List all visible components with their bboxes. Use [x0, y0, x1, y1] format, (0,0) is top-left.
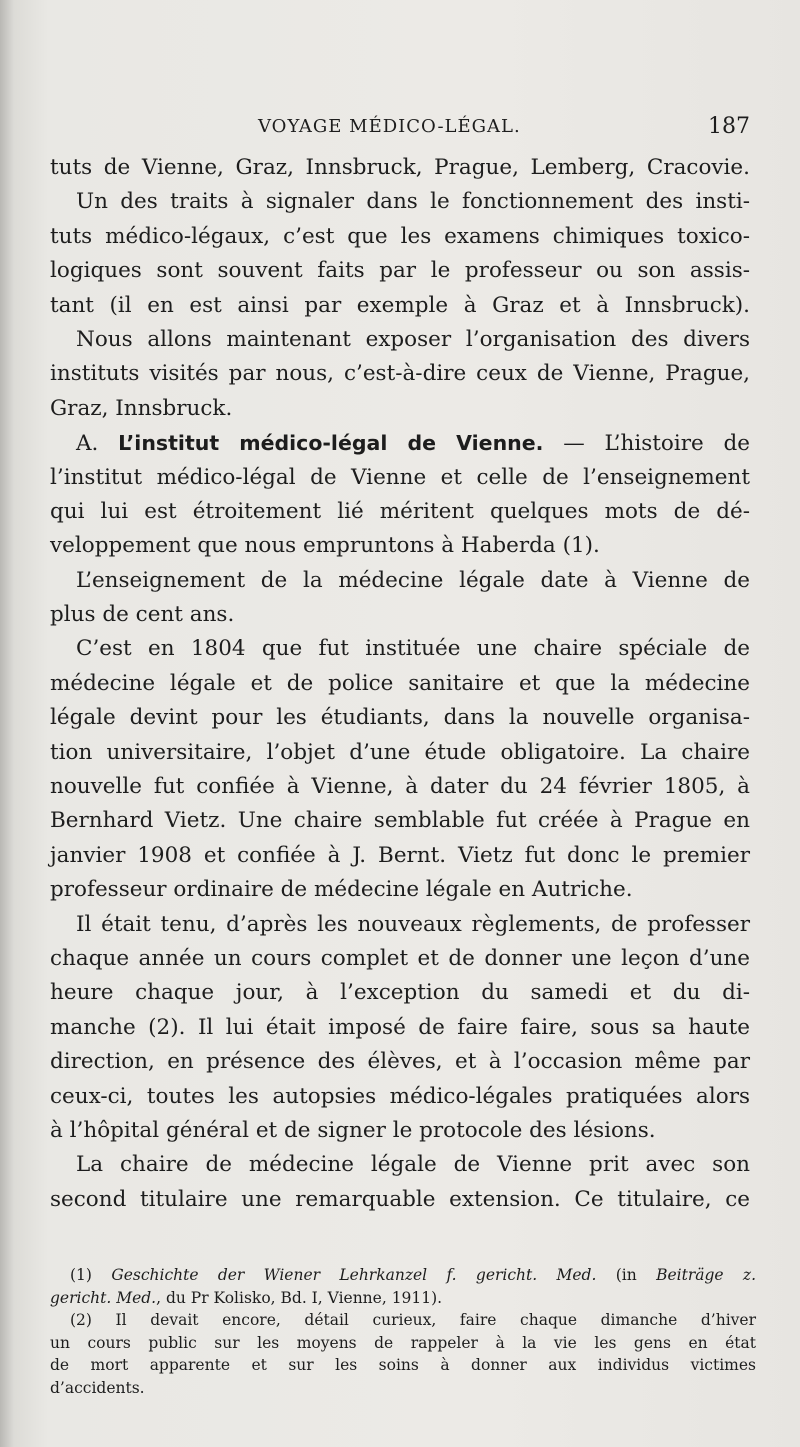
footnote-1-rest: , du Pr Kolisko, Bd. I, Vienne, 1911). [156, 1288, 443, 1307]
page-shadow-edge [0, 0, 14, 1447]
footnote-1-line [50, 1264, 756, 1287]
text-line: tuts de Vienne, Graz, Innsbruck, Prague, Lemberg, Cracovie. [50, 155, 750, 180]
text-line: manche (2). Il lui était imposé de faire faire, sous sa haute [50, 1014, 750, 1040]
section-heading-line [50, 426, 750, 460]
text-line: ceux-ci, toutes les autopsies médico-légales pratiquées alors [50, 1083, 750, 1109]
body-text [50, 151, 750, 1217]
text-line: instituts visités par nous, c’est-à-dire ceux de Vienne, Prague, [50, 361, 750, 387]
footnote-2-line: de mort apparente et sur les soins à donner aux individus victimes [50, 1356, 756, 1374]
text-line: tion universitaire, l’objet d’une étude obligatoire. La chaire [50, 739, 750, 765]
text-line: nouvelle fut confiée à Vienne, à dater du 24 février 1805, à [50, 774, 750, 800]
text-line: L’enseignement de la médecine légale date à Vienne de [76, 567, 750, 593]
running-title: VOYAGE MÉDICO-LÉGAL. [258, 116, 521, 137]
footnote-1-source-cont: gericht. Med. [50, 1288, 157, 1307]
footnote-1-in: (in [615, 1266, 637, 1284]
text-line: qui lui est étroitement lié méritent quelques mots de dé- [50, 498, 750, 524]
text-line: C’est en 1804 que fut instituée une chaire spéciale de [76, 636, 750, 662]
footnote-1-source: Beiträge z. [656, 1266, 757, 1284]
text-line: l’institut médico-légal de Vienne et celle de l’enseignement [50, 464, 750, 490]
text-line: Graz, Innsbruck. [50, 395, 233, 421]
footnote-2-line: (2) Il devait encore, détail curieux, faire chaque dimanche d’hiver [70, 1311, 756, 1329]
text-line: veloppement que nous empruntons à Haberda (1). [50, 533, 600, 559]
text-line: Il était tenu, d’après les nouveaux règlements, de professer [76, 911, 750, 937]
text-line: médecine légale et de police sanitaire et que la médecine [50, 670, 750, 696]
text-line: tant (il en est ainsi par exemple à Graz et à Innsbruck). [50, 292, 750, 318]
text-line: professeur ordinaire de médecine légale en Autriche. [50, 877, 633, 903]
text-line: logiques sont souvent faits par le professeur ou son assis- [50, 258, 750, 284]
text-line: plus de cent ans. [50, 602, 235, 628]
text-line: janvier 1908 et confiée à J. Bernt. Vietz fut donc le premier [50, 842, 750, 868]
text-line: tuts médico-légaux, c’est que les examens chimiques toxico- [50, 223, 750, 249]
footnote-2-line: un cours public sur les moyens de rappeler à la vie les gens en état [50, 1333, 756, 1352]
text-line: La chaire de médecine légale de Vienne prit avec son [76, 1152, 750, 1178]
text-line: second titulaire une remarquable extension. Ce titulaire, ce [50, 1186, 750, 1212]
footnotes [50, 1264, 756, 1399]
text-line: à l’hôpital général et de signer le protocole des lésions. [50, 1117, 656, 1143]
text-line: chaque année un cours complet et de donner une leçon d’une [50, 945, 750, 971]
section-letter: A. [76, 431, 99, 457]
text-line: Nous allons maintenant exposer l’organisation des divers [76, 326, 750, 352]
footnote-1-line [50, 1287, 756, 1310]
running-head [48, 114, 758, 144]
text-line: direction, en présence des élèves, et à l’occasion même par [50, 1049, 750, 1075]
text-line: heure chaque jour, à l’exception du samedi et du di- [50, 980, 750, 1006]
text-line: légale devint pour les étudiants, dans la nouvelle organisa- [50, 705, 750, 731]
text-line: Un des traits à signaler dans le fonctionnement des insti- [76, 189, 750, 215]
text-line: Bernhard Vietz. Une chaire semblable fut créée à Prague en [50, 808, 750, 834]
section-title: L’institut médico-légal de Vienne. [118, 431, 544, 456]
footnote-1-title: Geschichte der Wiener Lehrkanzel f. gericht. Med. [111, 1266, 597, 1284]
section-continuation: — L’histoire de [563, 431, 750, 457]
footnote-1-marker: (1) [70, 1266, 92, 1284]
footnote-2-line: d’accidents. [50, 1378, 145, 1397]
page-number: 187 [708, 114, 750, 139]
